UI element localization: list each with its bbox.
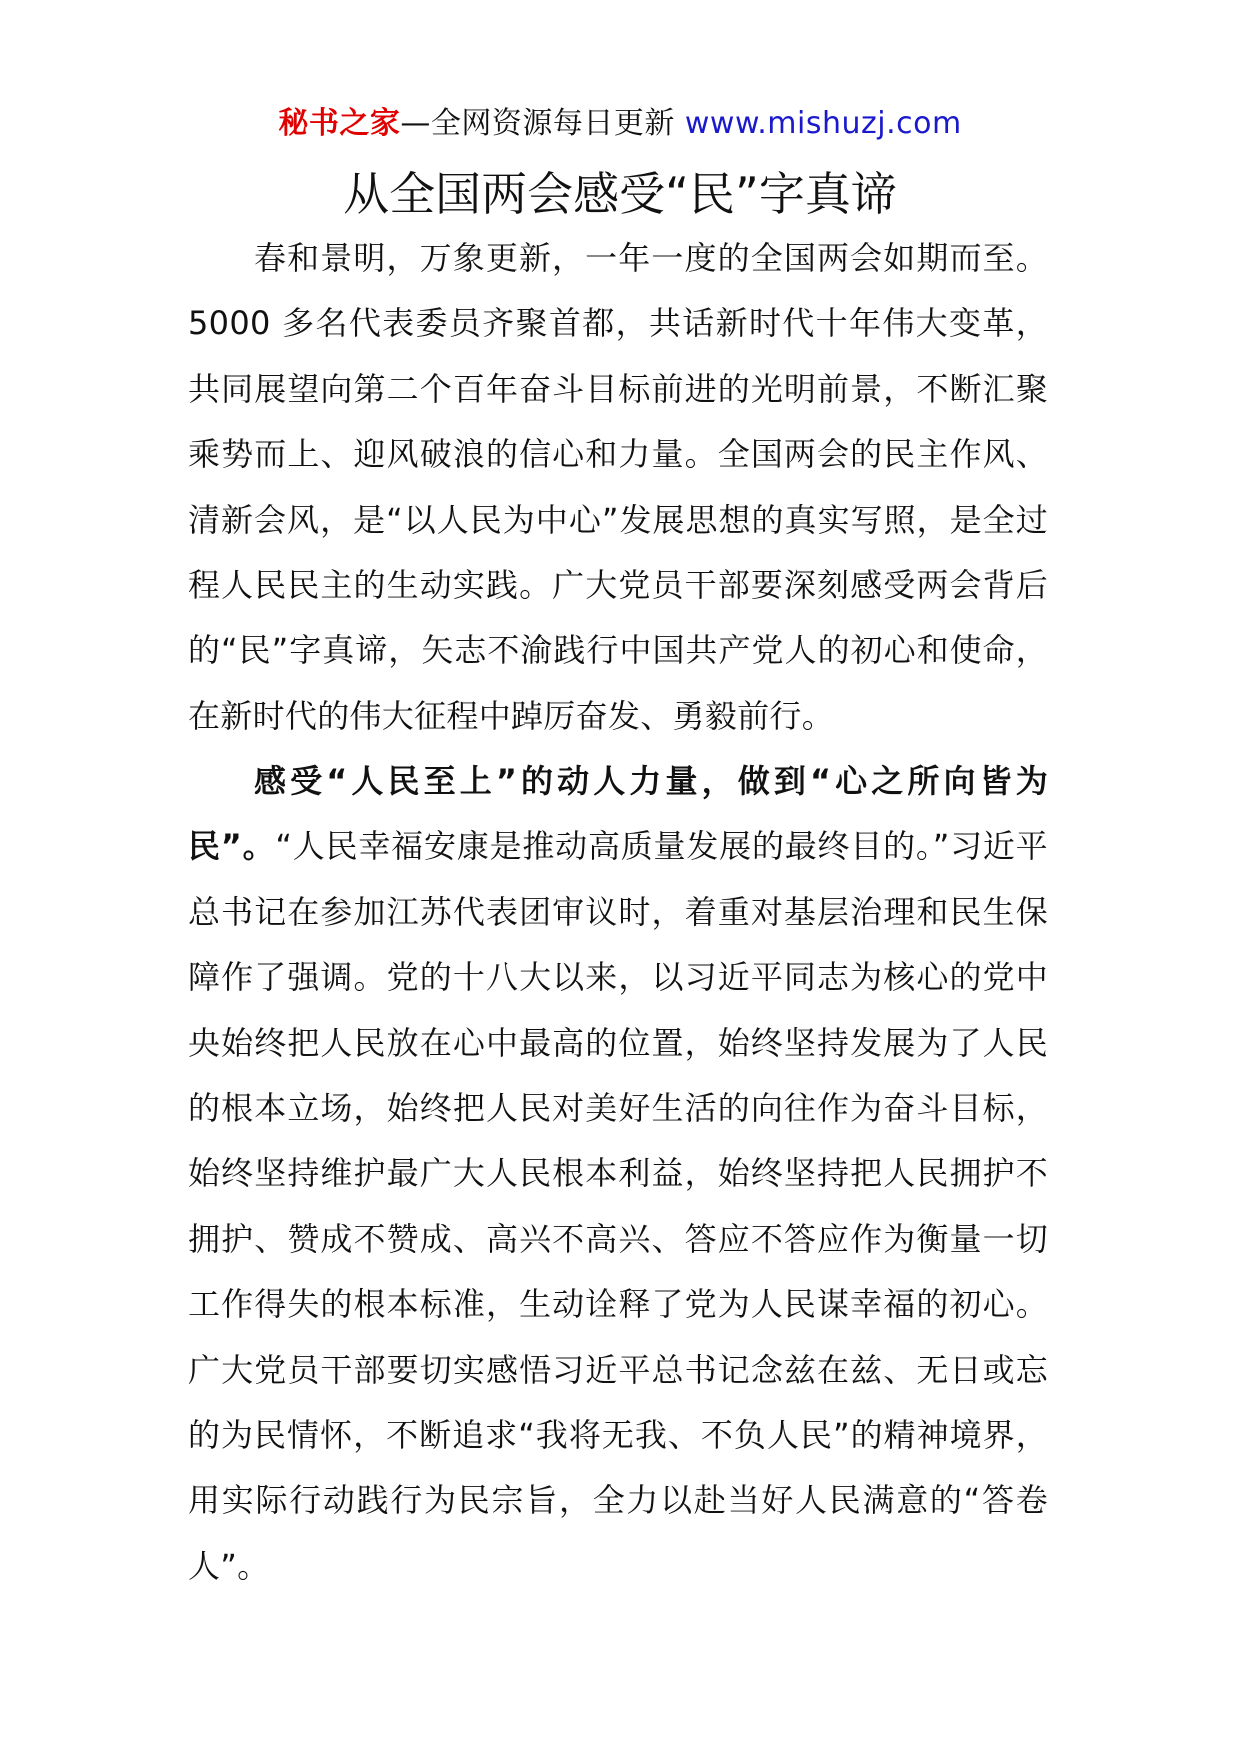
header-slogan: —全网资源每日更新 [400,106,675,141]
section-heading: 感受“人民至上”的动人力量，做到“心之所向皆为民”。 [188,762,1048,866]
site-header [0,104,1240,144]
paragraph-intro: 春和景明，万象更新，一年一度的全国两会如期而至。5000 多名代表委员齐聚首都，共话新时代十年伟大变革，共同展望向第二个百年奋斗目标前进的光明前景，不断汇聚乘势而上、迎风破浪的信心和力量。全国两会的民主作风、清新会风，是“以人民为中心”发展思想的真实写照，是全过程人民民主的生动实践。广大党员干部要深刻感受两会背后的“民”字真谛，矢志不渝践行中国共产党人的初心和使命，在新时代的伟大征程中踔厉奋发、勇毅前行。 [188,239,1048,735]
site-url-link[interactable]: www.mishuzj.com [684,106,962,141]
paragraph-section-1 [188,749,1048,1599]
section-body: “人民幸福安康是推动高质量发展的最终目的。”习近平总书记在参加江苏代表团审议时，着重对基层治理和民生保障作了强调。党的十八大以来，以习近平同志为核心的党中央始终把人民放在心中最高的位置，始终坚持发展为了人民的根本立场，始终把人民对美好生活的向往作为奋斗目标，始终坚持维护最广大人民根本利益，始终坚持把人民拥护不拥护、赞成不赞成、高兴不高兴、答应不答应作为衡量一切工作得失的根本标准，生动诠释了党为人民谋幸福的初心。广大党员干部要切实感悟习近平总书记念兹在兹、无日或忘的为民情怀，不断追求“我将无我、不负人民”的精神境界，用实际行动践行为民宗旨，全力以赴当好人民满意的“答卷人”。 [188,827,1048,1585]
brand-name: 秘书之家 [278,106,401,141]
document-title: 从全国两会感受“民”字真谛 [343,167,897,221]
